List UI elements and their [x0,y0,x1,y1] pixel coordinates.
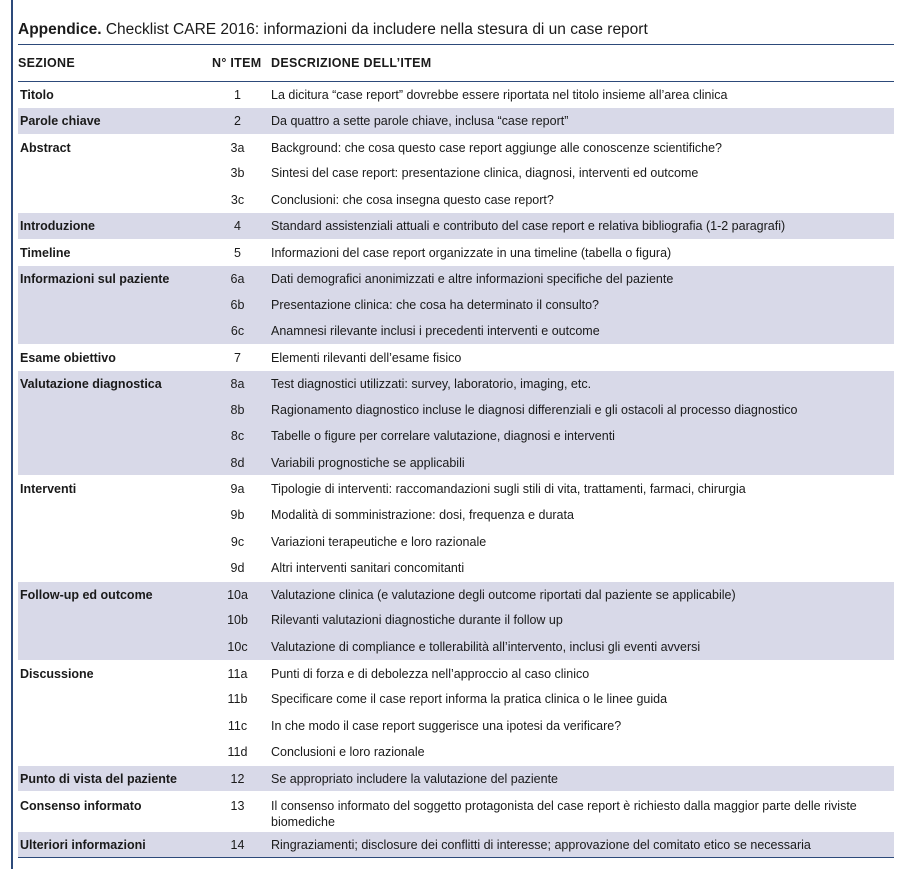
description-cell: Background: che cosa questo case report aggiunge alle conoscenze scientifiche? [271,134,894,160]
section-cell: Informazioni sul paziente [18,266,204,292]
description-cell: Tabelle o figure per correlare valutazione, diagnosi e interventi [271,423,894,449]
table-row [18,581,894,607]
description-cell: La dicitura “case report” dovrebbe essere riportata nel titolo insieme all’area clinica [271,88,728,102]
header-description: DESCRIZIONE DELL’ITEM [271,45,894,82]
section-cell [18,502,204,528]
item-number-cell: 9d [230,560,245,575]
description-cell: Il consenso informato del soggetto protagonista del case report è richiesto dalla maggior parte delle riviste biomediche [271,792,894,832]
item-number-cell: 10b [204,607,271,633]
table-row [18,292,894,318]
item-number-cell: 2 [204,108,271,134]
header-item-no: N° ITEM [204,45,271,82]
description-cell: Conclusioni e loro razionale [271,744,425,759]
description-cell: Anamnesi rilevante inclusi i precedenti interventi e outcome [271,318,894,344]
caption-text: Checklist CARE 2016: informazioni da includere nella stesura di un case report [101,21,648,38]
description-cell: Se appropriato includere la valutazione del paziente [271,765,894,791]
section-cell: Interventi [18,476,204,502]
item-number-cell: 6c [204,318,271,344]
table-row [18,739,894,765]
description-cell: Standard assistenziali attuali e contributo del case report e relativa bibliografia (1-2 paragrafi) [271,213,894,239]
section-cell: Follow-up ed outcome [18,581,204,607]
description-cell: Valutazione clinica (e valutazione degli outcome riportati dal paziente se applicabile) [271,581,894,607]
description-cell: Variabili prognostiche se applicabili [271,450,894,476]
item-number-cell: 6a [204,266,271,292]
care-checklist-table [18,45,894,858]
section-cell [18,187,204,213]
left-margin-rule [11,0,13,869]
header-row [18,45,894,82]
description-cell: Tipologie di interventi: raccomandazioni sugli stili di vita, trattamenti, farmaci, chirurgia [271,476,894,502]
item-number-cell: 13 [204,792,271,832]
description-cell: Specificare come il case report informa la pratica clinica o le linee guida [271,692,668,707]
description-cell: Informazioni del case report organizzate in una timeline (tabella o figura) [271,239,894,265]
section-cell: Punto di vista del paziente [18,765,204,791]
item-number-cell: 9b [230,508,245,523]
item-number-cell: 11d [227,744,248,759]
section-cell [18,423,204,449]
table-row [18,160,894,186]
item-number-cell: 8d [204,450,271,476]
item-number-cell: 8c [204,423,271,449]
table-row [18,765,894,791]
table-row [18,686,894,712]
item-number-cell: 9c [230,534,245,549]
section-cell [18,529,204,555]
section-cell: Esame obiettivo [18,344,204,370]
item-number-cell: 3c [230,192,245,207]
table-row [18,660,894,686]
table-row [18,344,894,370]
table-row [18,134,894,160]
item-number-cell: 5 [204,239,271,265]
description-cell: Conclusioni: che cosa insegna questo case report? [271,192,554,207]
description-cell: In che modo il case report suggerisce una ipotesi da verificare? [271,718,622,733]
section-cell [18,555,204,581]
table-row [18,108,894,134]
table-row [18,476,894,502]
item-number-cell: 3b [230,166,245,181]
description-cell: Variazioni terapeutiche e loro razionale [271,534,487,549]
table-row [18,634,894,660]
section-cell: Ulteriori informazioni [18,832,204,858]
item-number-cell: 11c [227,718,248,733]
table-row [18,555,894,581]
appendix-table-container [18,0,894,858]
description-cell: Valutazione di compliance e tollerabilità all’intervento, inclusi gli eventi avversi [271,634,894,660]
table-row [18,529,894,555]
description-cell: Ringraziamenti; disclosure dei conflitti di interesse; approvazione del comitato etico se necessaria [271,832,894,858]
description-cell: Punti di forza e di debolezza nell’approccio al caso clinico [271,660,894,686]
item-number-cell: 7 [204,344,271,370]
table-row [18,423,894,449]
table-caption [18,0,894,44]
table-row [18,266,894,292]
description-cell: Sintesi del case report: presentazione clinica, diagnosi, interventi ed outcome [271,166,699,181]
section-cell: Discussione [18,660,204,686]
description-cell: Ragionamento diagnostico incluse le diagnosi differenziali e gli ostacoli al processo diagnostico [271,397,894,423]
description-cell: Test diagnostici utilizzati: survey, laboratorio, imaging, etc. [271,371,894,397]
table-row [18,213,894,239]
section-cell [18,160,204,186]
description-cell: Modalità di somministrazione: dosi, frequenza e durata [271,508,574,523]
item-number-cell: 11b [227,692,248,707]
section-cell [18,292,204,318]
item-number-cell: 12 [204,765,271,791]
table-row [18,832,894,858]
section-cell: Titolo [20,88,54,102]
section-cell [18,739,204,765]
description-cell: Dati demografici anonimizzati e altre informazioni specifiche del paziente [271,266,894,292]
section-cell [18,318,204,344]
item-number-cell: 6b [204,292,271,318]
table-row [18,82,894,108]
item-number-cell: 8a [204,371,271,397]
table-row [18,792,894,832]
item-number-cell: 14 [204,832,271,858]
description-cell: Presentazione clinica: che cosa ha determinato il consulto? [271,292,894,318]
item-number-cell: 9a [204,476,271,502]
section-cell: Parole chiave [18,108,204,134]
description-cell: Elementi rilevanti dell’esame fisico [271,344,894,370]
table-body [18,82,894,858]
caption-label: Appendice. [18,21,102,38]
table-row [18,371,894,397]
item-number-cell: 10c [204,634,271,660]
description-cell: Altri interventi sanitari concomitanti [271,560,465,575]
table-row [18,397,894,423]
item-number-cell: 10a [204,581,271,607]
item-number-cell: 1 [234,88,241,102]
section-cell [18,686,204,712]
header-section: SEZIONE [18,45,204,82]
item-number-cell: 4 [204,213,271,239]
item-number-cell: 3a [204,134,271,160]
table-row [18,318,894,344]
section-cell [18,634,204,660]
item-number-cell: 8b [204,397,271,423]
section-cell: Consenso informato [18,792,204,832]
table-row [18,239,894,265]
table-row [18,187,894,213]
table-row [18,607,894,633]
section-cell: Timeline [18,239,204,265]
table-row [18,450,894,476]
section-cell [18,450,204,476]
description-cell: Rilevanti valutazioni diagnostiche durante il follow up [271,607,894,633]
table-row [18,502,894,528]
section-cell [18,713,204,739]
item-number-cell: 11a [204,660,271,686]
section-cell: Introduzione [18,213,204,239]
description-cell: Da quattro a sette parole chiave, inclusa “case report” [271,108,894,134]
table-row [18,713,894,739]
section-cell [18,607,204,633]
section-cell [18,397,204,423]
section-cell: Valutazione diagnostica [18,371,204,397]
section-cell: Abstract [18,134,204,160]
